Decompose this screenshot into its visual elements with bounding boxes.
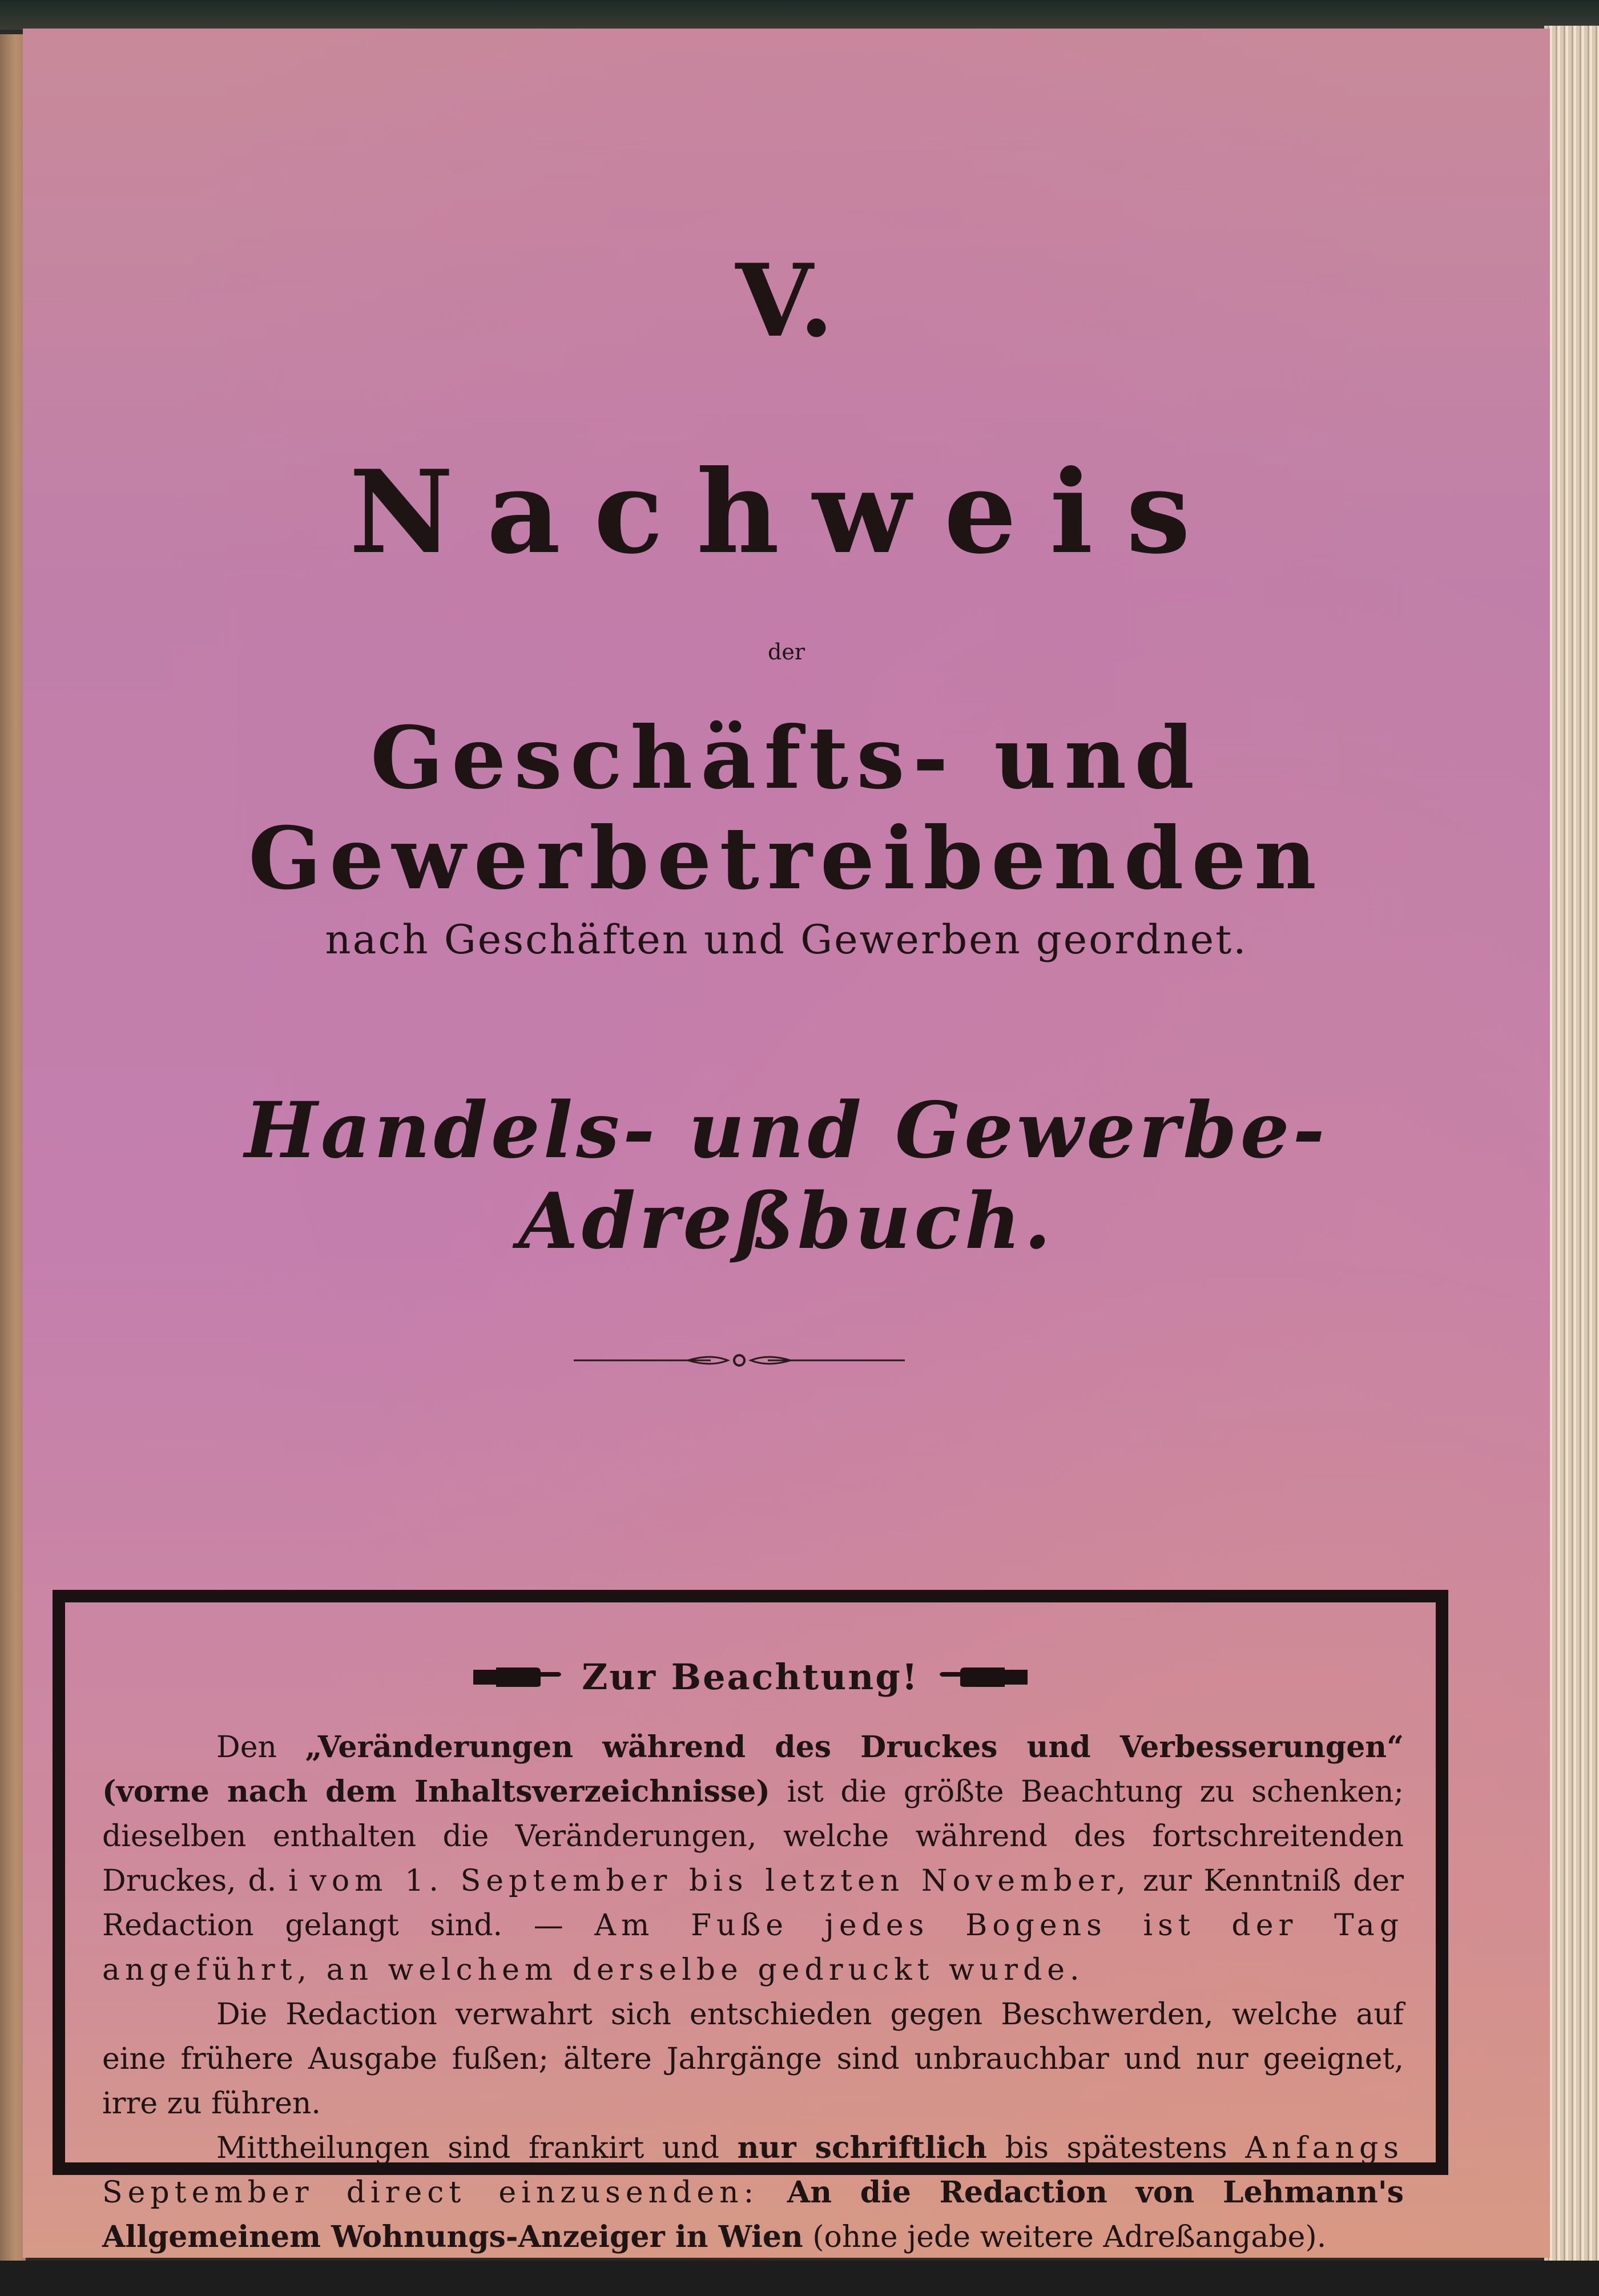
p1-intro: Den <box>216 1730 305 1765</box>
notice-paragraph-1 <box>102 1725 1404 1992</box>
notice-header <box>65 1654 1436 1699</box>
pointing-hand-right-icon <box>473 1659 565 1694</box>
p3-intro: Mittheilungen sind frankirt und <box>216 2131 738 2165</box>
p1-text: ist die größte Beachtung zu schenken; dieselben enthalten die Veränderungen, welche während des fortschreitenden Druckes, d. i <box>102 1775 1404 1898</box>
p1-spaced-dates: vom 1. September bis letzten November, <box>309 1864 1131 1898</box>
connector-word: der <box>768 639 805 664</box>
p3-address: An die Redaction von Lehmann's Allgemeinem Wohnungs-Anzeiger in Wien <box>102 2175 1404 2254</box>
notice-paragraph-3 <box>102 2126 1404 2259</box>
ornament-divider <box>574 1352 905 1369</box>
title-page <box>23 29 1550 2258</box>
pointing-hand-left-icon <box>936 1659 1028 1694</box>
p1-text-2: zur Kenntniß der Redaction gelangt sind. — <box>102 1864 1404 1943</box>
binding-spine <box>0 34 26 2261</box>
notice-paragraph-2: Die Redaction verwahrt sich entschieden gegen Beschwerden, welche auf eine frühere Ausgabe fußen; ältere Jahrgänge sind unbrauchbar und nur geeignet, irre zu führen. <box>102 1997 1404 2121</box>
p1-spaced-note: Am Fuße jedes Bogens ist der Tag angeführt, an welchem derselbe gedruckt wurde. <box>102 1908 1404 1987</box>
notice-heading: Zur Beachtung! <box>582 1655 919 1698</box>
p3-end: (ohne jede weitere Adreßangabe). <box>803 2220 1327 2254</box>
p3-mid: bis spätestens <box>986 2131 1246 2165</box>
main-title: Nachweis <box>349 445 1224 579</box>
p1-bold: „Veränderungen während des Druckes und Verbesserungen“ (vorne nach dem Inhaltsverzeichnisse) <box>102 1730 1404 1809</box>
notice-body <box>102 1725 1404 2259</box>
binding-top <box>0 0 1599 30</box>
notice-box <box>53 1590 1448 2254</box>
p3-bold: nur schriftlich <box>737 2130 987 2165</box>
binding-bottom <box>0 2261 1599 2296</box>
third-title: Handels- und Gewerbe-Adreßbuch. <box>244 1085 1328 1266</box>
section-numeral: V. <box>735 243 837 360</box>
second-title: Geschäfts- und Gewerbetreibenden <box>248 708 1324 909</box>
page-edges <box>1544 26 1599 2269</box>
p3-spaced: Anfangs September direct einzusenden: <box>102 2131 1404 2210</box>
subtitle: nach Geschäften und Gewerben geordnet. <box>325 916 1248 963</box>
